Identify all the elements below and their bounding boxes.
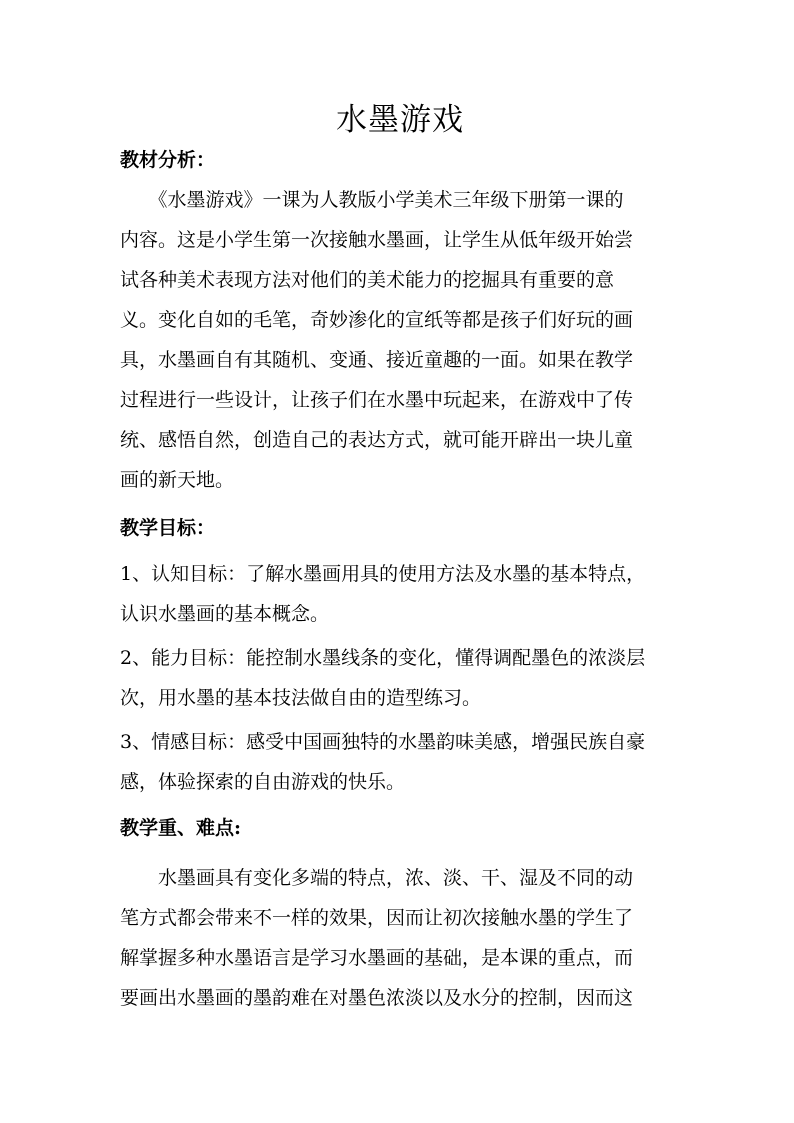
goal-line: 次，用水墨的基本技法做自由的造型练习。 (120, 687, 482, 709)
text-line: 义。变化自如的毛笔，奇妙渗化的宣纸等都是孩子们好玩的画 (120, 309, 634, 331)
text-line: 笔方式都会带来不一样的效果，因而让初次接触水墨的学生了 (120, 907, 634, 929)
goal-line: 认识水墨画的基本概念。 (120, 603, 330, 625)
document-title: 水墨游戏 (336, 102, 464, 138)
section-heading-analysis: 教材分析： (120, 149, 216, 171)
goal-line: 1、认知目标：了解水墨画用具的使用方法及水墨的基本特点， (120, 563, 646, 585)
goal-line: 2、能力目标：能控制水墨线条的变化，懂得调配墨色的浓淡层 (120, 647, 646, 669)
paragraph-goals (120, 554, 680, 802)
goal-line: 3、情感目标：感受中国画独特的水墨韵味美感，增强民族自豪 (120, 731, 646, 753)
text-line: 解掌握多种水墨语言是学习水墨画的基础，是本课的重点，而 (120, 947, 634, 969)
goal-line: 感，体验探索的自由游戏的快乐。 (120, 771, 406, 793)
text-line: 过程进行一些设计，让孩子们在水墨中玩起来，在游戏中了传 (120, 389, 634, 411)
text-line: 画的新天地。 (120, 469, 235, 491)
text-line: 具，水墨画自有其随机、变通、接近童趣的一面。如果在教学 (120, 349, 634, 371)
section-heading-goals: 教学目标： (120, 517, 216, 539)
text-line: 试各种美术表现方法对他们的美术能力的挖掘具有重要的意 (120, 269, 615, 291)
text-line: 统、感悟自然，创造自己的表达方式，就可能开辟出一块儿童 (120, 429, 634, 451)
text-line: 水墨画具有变化多端的特点，浓、淡、干、湿及不同的动 (120, 867, 634, 889)
paragraph-keypoints (120, 858, 680, 1018)
paragraph-analysis (120, 180, 680, 500)
text-line: 内容。这是小学生第一次接触水墨画，让学生从低年级开始尝 (120, 229, 634, 251)
text-line: 要画出水墨画的墨韵难在对墨色浓淡以及水分的控制，因而这 (120, 987, 634, 1009)
section-heading-keypoints: 教学重、难点: (120, 817, 242, 839)
text-line: 《水墨游戏》一课为人教版小学美术三年级下册第一课的 (120, 189, 624, 211)
